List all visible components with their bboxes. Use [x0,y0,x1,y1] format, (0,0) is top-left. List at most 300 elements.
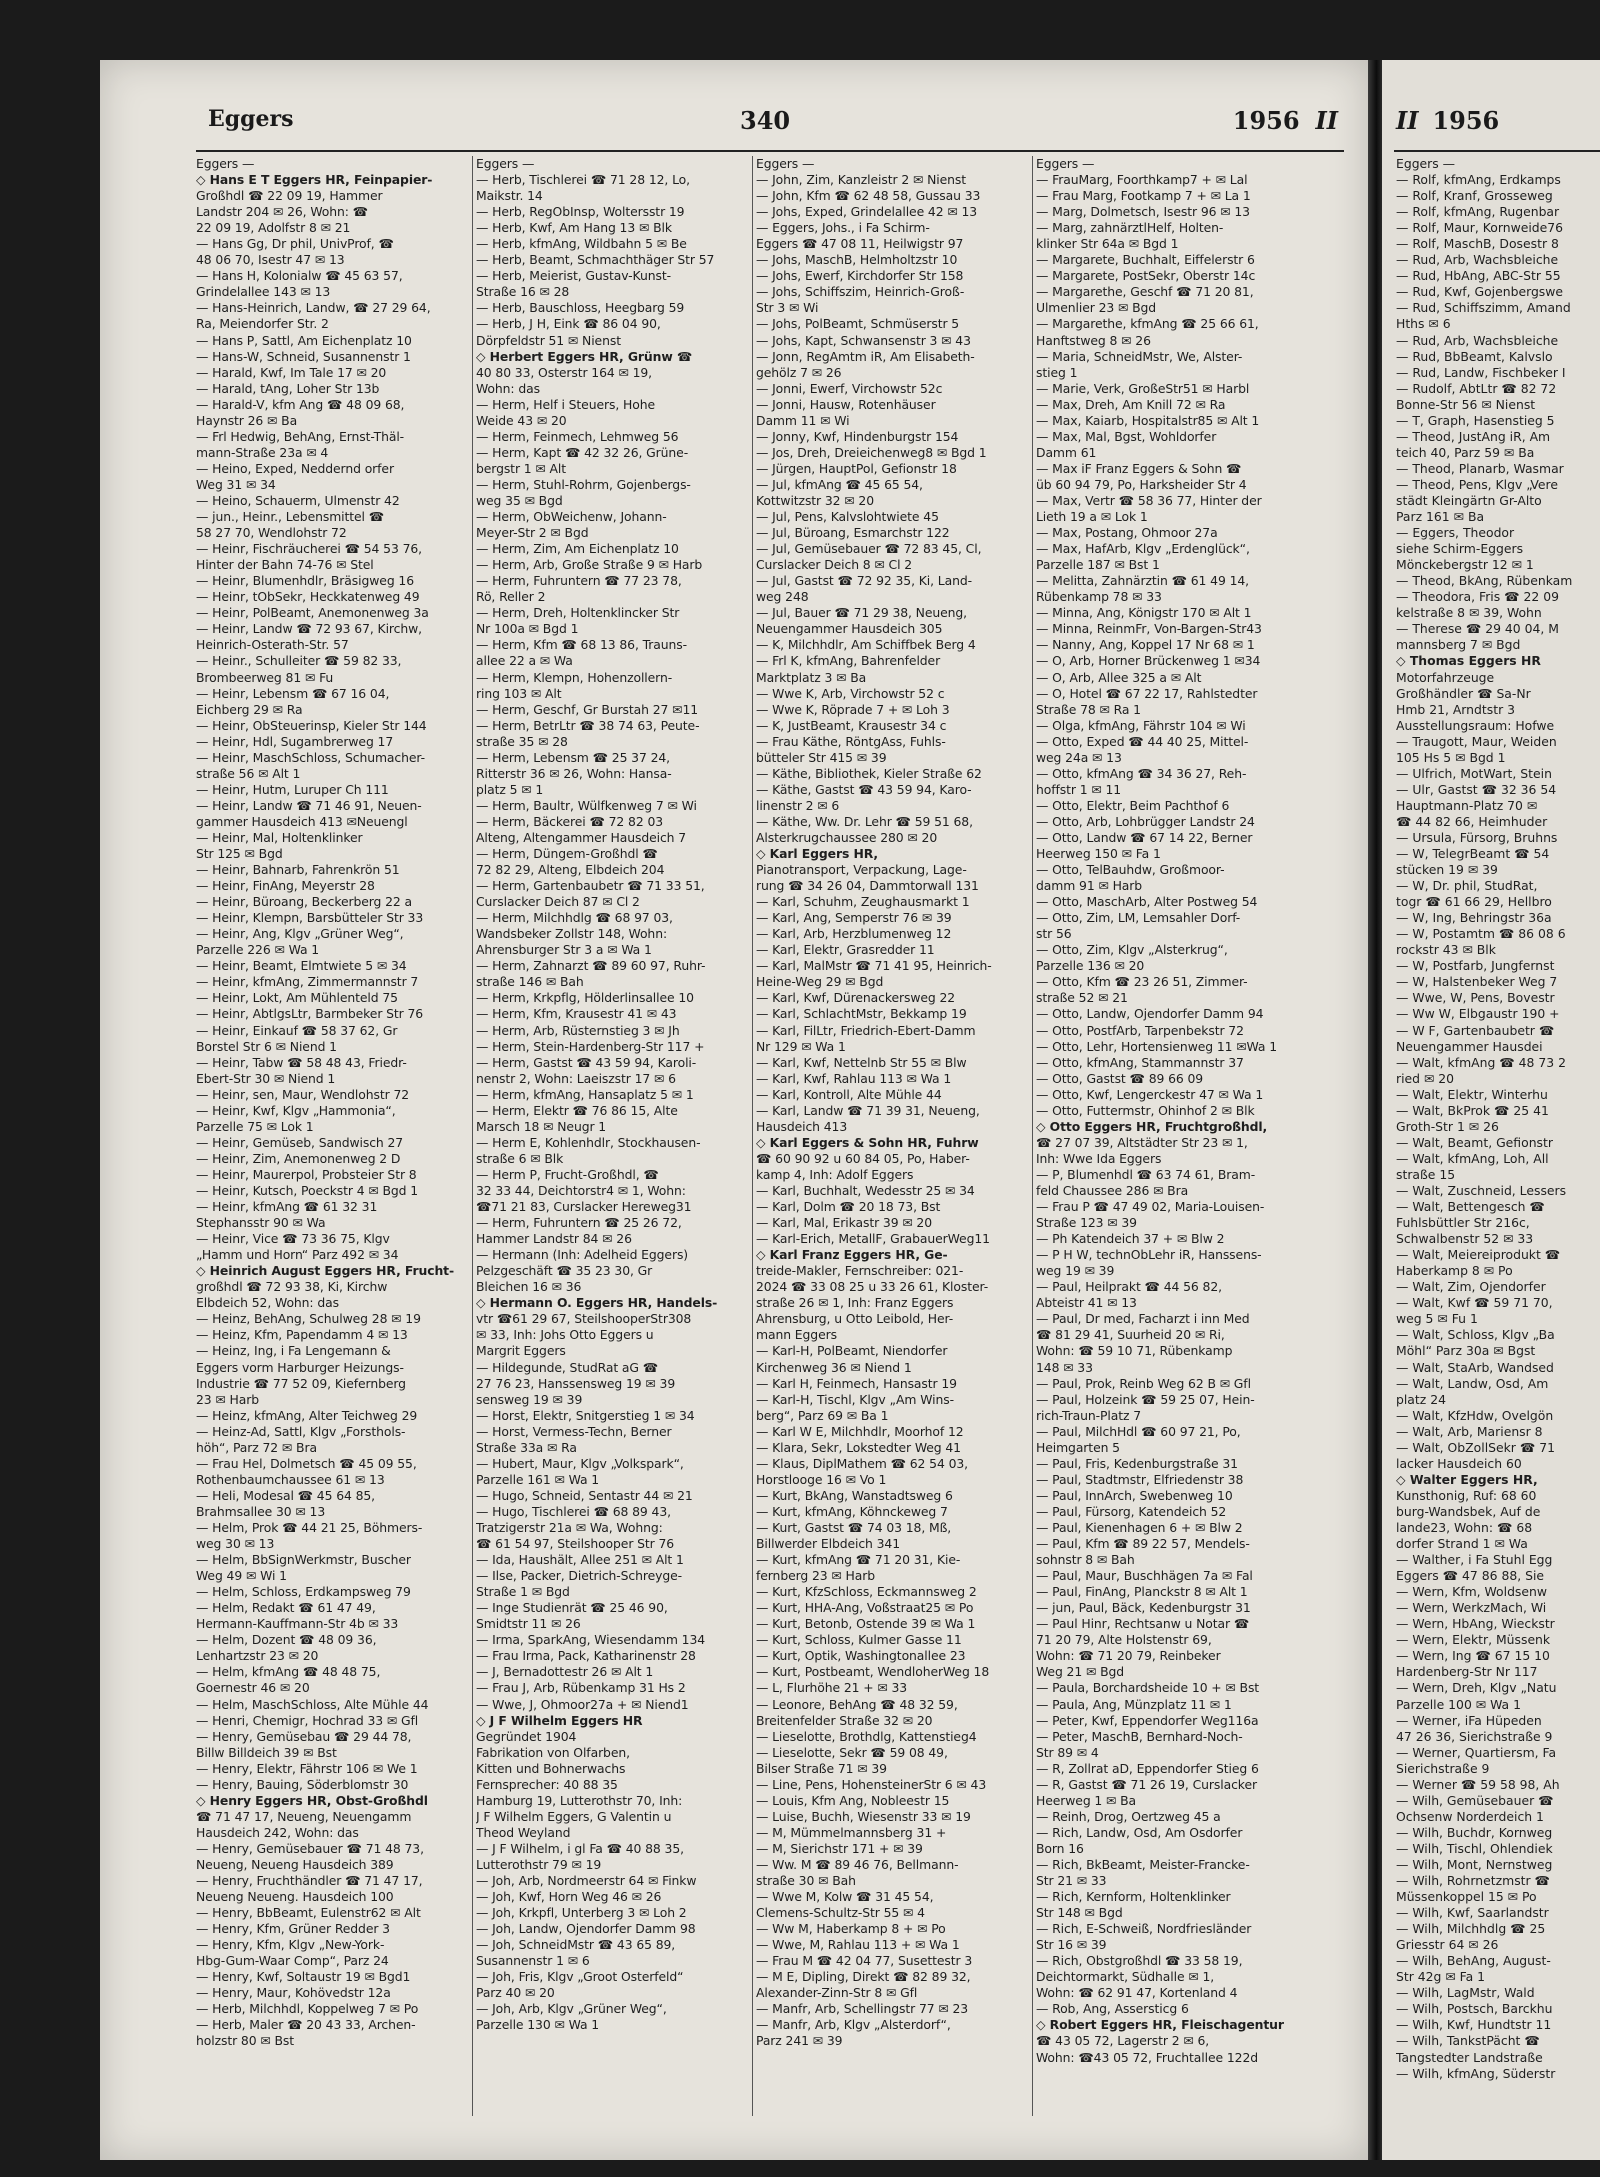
directory-entry-line: — Helm, Dozent ☎ 48 09 36, [196,1632,377,1648]
directory-entry-line: Susannenstr 1 ✉ 6 [476,1953,590,1969]
directory-entry-line: Str 89 ✉ 4 [1036,1744,1099,1760]
directory-entry-line: — Harald, tAng, Loher Str 13b [196,380,380,396]
directory-entry-line: — Ulr, Gastst ☎ 32 36 54 [1396,781,1557,797]
directory-entry-line: Parzelle 161 ✉ Wa 1 [476,1471,600,1487]
directory-entry-line: Parzelle 100 ✉ Wa 1 [1396,1696,1521,1712]
directory-entry-line: dorfer Strand 1 ✉ Wa [1396,1536,1528,1552]
directory-entry-line: Wandsbeker Zollstr 148, Wohn: [476,926,668,942]
directory-entry-line: — Walt, BkProk ☎ 25 41 [1396,1102,1549,1118]
directory-entry-line: — Paul Hinr, Rechtsanw u Notar ☎ [1036,1616,1250,1632]
directory-entry-line: — Heinr, Ang, Klgv „Grüner Weg“, [196,926,404,942]
directory-entry-line: Parz 241 ✉ 39 [756,2033,843,2049]
directory-entry-line: Rothenbaumchaussee 61 ✉ 13 [196,1471,385,1487]
directory-entry-line: — K, Milchhdlr, Am Schiffbek Berg 4 [756,637,976,653]
book-spine [1368,60,1382,2160]
directory-entry-line: — Hugo, Tischlerei ☎ 68 89 43, [476,1503,671,1519]
directory-entry-line: ☎ 81 29 41, Suurheid 20 ✉ Ri, [1036,1327,1225,1343]
directory-entry-line: — Heinr, tObSekr, Heckkatenweg 49 [196,589,420,605]
directory-entry-line: — Herm, Arb, Große Straße 9 ✉ Harb [476,557,703,573]
directory-entry-line: Großhändler ☎ Sa-Nr [1396,685,1531,701]
directory-entry-line: — Jul, Gemüsebauer ☎ 72 83 45, Cl, [756,541,982,557]
directory-entry-line: Fernsprecher: 40 88 35 [476,1776,618,1792]
directory-entry-line: „Hamm und Horn“ Parz 492 ✉ 34 [196,1247,399,1263]
directory-entry-line: — Karl, FilLtr, Friedrich-Ebert-Damm [756,1022,976,1038]
directory-entry-line: — Herb, Bauschloss, Heegbarg 59 [476,300,685,316]
directory-entry-line: straße 26 ✉ 1, Inh: Franz Eggers [756,1295,954,1311]
directory-entry-line: — Heinr, Gemüseb, Sandwisch 27 [196,1134,404,1150]
directory-entry-line: — Hans Gg, Dr phil, UnivProf, ☎ [196,236,394,252]
directory-entry-line: — Heinr, Kwf, Klgv „Hammonia“, [196,1102,396,1118]
directory-entry-line: straße 30 ✉ Bah [756,1873,856,1889]
directory-entry-line: Straße 1 ✉ Bgd [476,1584,570,1600]
directory-entry-line: — Heinr, MaschSchloss, Schumacher- [196,749,425,765]
directory-entry-line: — Rolf, Kranf, Grosseweg [1396,188,1553,204]
directory-entry-line: Borstel Str 6 ✉ Niend 1 [196,1038,337,1054]
directory-entry-line: — Kurt, Betonb, Ostende 39 ✉ Wa 1 [756,1616,976,1632]
directory-entry-line: — Paula, Ang, Münzplatz 11 ✉ 1 [1036,1696,1232,1712]
directory-entry-line: — John, Kfm ☎ 62 48 58, Gussau 33 [756,188,981,204]
directory-entry-line: — Wwe, M, Rahlau 113 + ✉ Wa 1 [756,1937,960,1953]
directory-entry-line: — Frau Käthe, RöntgAss, Fuhls- [756,733,946,749]
directory-entry-line: — Herm, Geschf, Gr Burstah 27 ✉11 [476,701,699,717]
right-year-label: 1956 [1432,106,1500,135]
directory-entry-line: — Hermann (Inh: Adelheid Eggers) [476,1247,689,1263]
directory-entry-line: Hammer Landstr 84 ✉ 26 [476,1231,632,1247]
directory-entry-line: — Paul, Holzeink ☎ 59 25 07, Hein- [1036,1391,1255,1407]
directory-entry-line: — Max, Kaiarb, Hospitalstr85 ✉ Alt 1 [1036,412,1260,428]
directory-entry-line: — Frau Irma, Pack, Katharinenstr 28 [476,1648,696,1664]
directory-entry-line: — Frau M ☎ 42 04 77, Susettestr 3 [756,1953,973,1969]
directory-entry-line: Parzelle 226 ✉ Wa 1 [196,942,320,958]
directory-entry-line: Alteng, Altengammer Hausdeich 7 [476,829,687,845]
directory-entry-line: — Herm, Arb, Rüsternstieg 3 ✉ Jh [476,1022,680,1038]
directory-entry-line: Heimgarten 5 [1036,1439,1120,1455]
directory-entry-line: 27 76 23, Hanssensweg 19 ✉ 39 [476,1375,676,1391]
directory-entry-line: kamp 4, Inh: Adolf Eggers [756,1166,914,1182]
directory-entry-line: — Herm, Bäckerei ☎ 72 82 03 [476,813,664,829]
directory-entry-line: — Rud, Schiffszimm, Amand [1396,300,1571,316]
directory-entry-line: damm 91 ✉ Harb [1036,878,1143,894]
running-head-name: Eggers [208,106,294,132]
right-header-rule [1394,150,1600,152]
directory-entry-line: — Theod, BkAng, Rübenkam [1396,573,1573,589]
directory-entry-line: Hbg-Gum-Waar Comp“, Parz 24 [196,1953,389,1969]
directory-entry-line: — Reinh, Drog, Oertzweg 45 a [1036,1808,1221,1824]
directory-entry-line: — Margarete, PostSekr, Oberstr 14c [1036,268,1256,284]
directory-entry-line: — Herb, RegObInsp, Woltersstr 19 [476,204,685,220]
directory-entry-line: — Manfr, Arb, Schellingstr 77 ✉ 23 [756,2001,969,2017]
directory-entry-line: ◇ Otto Eggers HR, Fruchtgroßhdl, [1036,1118,1268,1134]
directory-entry-line: — Henry, Elektr, Fährstr 106 ✉ We 1 [196,1760,418,1776]
directory-entry-line: hoffstr 1 ✉ 11 [1036,781,1122,797]
directory-entry-line: — Harald, Kwf, Im Tale 17 ✉ 20 [196,364,387,380]
directory-entry-line: — Heinz, BehAng, Schulweg 28 ✉ 19 [196,1311,421,1327]
directory-entry-line: großhdl ☎ 72 93 38, Ki, Kirchw [196,1279,388,1295]
directory-entry-line: — Paul, Heilprakt ☎ 44 56 82, [1036,1279,1222,1295]
directory-entry-line: — Paul, MilchHdl ☎ 60 97 21, Po, [1036,1423,1241,1439]
directory-entry-line: — Heinr, Einkauf ☎ 58 37 62, Gr [196,1022,398,1038]
directory-entry-line: Str 16 ✉ 39 [1036,1937,1107,1953]
directory-entry-line: Hths ✉ 6 [1396,316,1451,332]
directory-entry-line: — Herb, kfmAng, Wildbahn 5 ✉ Be [476,236,687,252]
directory-entry-line: — Heinr, PolBeamt, Anemonenweg 3a [196,605,429,621]
directory-entry-line: — O, Arb, Allee 325 a ✉ Alt [1036,669,1202,685]
directory-entry-line: — Johs, Schiffszim, Heinrich-Groß- [756,284,965,300]
directory-entry-line: — Herm, Kapt ☎ 42 32 26, Grüne- [476,444,689,460]
directory-entry-line: ☎ 60 90 92 u 60 84 05, Po, Haber- [756,1150,970,1166]
directory-entry-line: — Otto, Exped ☎ 44 40 25, Mittel- [1036,733,1249,749]
directory-entry-line: straße 56 ✉ Alt 1 [196,765,301,781]
directory-entry-line: Smidtstr 11 ✉ 26 [476,1616,581,1632]
directory-entry-line: — Walt, Kwf ☎ 59 71 70, [1396,1295,1553,1311]
directory-entry-line: weg 30 ✉ 13 [196,1536,275,1552]
directory-entry-line: J F Wilhelm Eggers, G Valentin u [476,1808,672,1824]
directory-entry-line: — Wern, Kfm, Woldsenw [1396,1584,1547,1600]
directory-entry-line: — Herm, ObWeichenw, Johann- [476,509,667,525]
directory-entry-line: — Heinr, Klempn, Barsbütteler Str 33 [196,910,424,926]
directory-entry-line: 105 Hs 5 ✉ Bgd 1 [1396,749,1506,765]
directory-entry-line: — Heinr, Tabw ☎ 58 48 43, Friedr- [196,1054,407,1070]
directory-entry-line: — Hugo, Schneid, Sentastr 44 ✉ 21 [476,1487,693,1503]
directory-entry-line: Wohn: ☎ 62 91 47, Kortenland 4 [1036,1985,1238,2001]
directory-entry-line: — Karl, Arb, Herzblumenweg 12 [756,926,952,942]
directory-entry-line: Maikstr. 14 [476,188,543,204]
directory-entry-line: — jun, Paul, Bäck, Kedenburgstr 31 [1036,1600,1251,1616]
directory-entry-line: — Karl-H, Tischl, Klgv „Am Wins- [756,1391,954,1407]
directory-entry-line: Neueng, Neueng Hausdeich 389 [196,1856,394,1872]
directory-entry-line: Hmb 21, Arndtstr 3 [1396,701,1515,717]
directory-entry-line: 22 09 19, Adolfstr 8 ✉ 21 [196,220,351,236]
directory-entry-line: — Herm, Stein-Hardenberg-Str 117 + [476,1038,705,1054]
directory-entry-line: — Heinr, Fischräucherei ☎ 54 53 76, [196,541,422,557]
directory-entry-line: — Karl, Mal, Erikastr 39 ✉ 20 [756,1215,933,1231]
directory-entry-line: — Jonni, Hausw, Rotenhäuser [756,396,936,412]
directory-entry-line: Eggers — [196,156,255,171]
directory-entry-line: Ulmenlier 23 ✉ Bgd [1036,300,1157,316]
directory-entry-line: straße 146 ✉ Bah [476,974,584,990]
directory-entry-line: Lenhartzstr 23 ✉ 20 [196,1648,319,1664]
directory-entry-line: — Jürgen, HauptPol, Gefionstr 18 [756,460,957,476]
directory-entry-line: Theod Weyland [476,1824,571,1840]
directory-entry-line: — Herm, Gartenbaubetr ☎ 71 33 51, [476,878,705,894]
directory-entry-line: — Wilh, BehAng, August- [1396,1953,1551,1969]
directory-entry-line: — Heinr, Blumenhdlr, Bräsigweg 16 [196,573,414,589]
directory-entry-line: — Lieselotte, Brothdlg, Kattenstieg4 [756,1728,977,1744]
directory-entry-line: Motorfahrzeuge [1396,669,1495,685]
directory-entry-line: — Henry, Maur, Kohövedstr 12a [196,1985,391,2001]
directory-entry-line: — Jonn, RegAmtm iR, Am Elisabeth- [756,348,975,364]
directory-entry-line: Mönckebergstr 12 ✉ 1 [1396,557,1534,573]
directory-entry-line: — Walt, KfzHdw, Ovelgön [1396,1407,1554,1423]
directory-entry-line: — Peter, MaschB, Bernhard-Noch- [1036,1728,1243,1744]
directory-entry-line: — Jul, Pens, Kalvslohtwiete 45 [756,509,939,525]
directory-entry-line: — Therese ☎ 29 40 04, M [1396,621,1559,637]
directory-entry-line: — Frau P ☎ 47 49 02, Maria-Louisen- [1036,1199,1265,1215]
directory-entry-line: — Rich, Kernform, Holtenklinker [1036,1889,1231,1905]
directory-entry-line: — W, Postfarb, Jungfernst [1396,958,1555,974]
directory-entry-line: — Otto, Elektr, Beim Pachthof 6 [1036,797,1230,813]
directory-entry-line: Sierichstraße 9 [1396,1760,1490,1776]
directory-entry-line: rich-Traun-Platz 7 [1036,1407,1142,1423]
directory-entry-line: Eggers — [476,156,535,171]
directory-entry-line: Ochsenw Norderdeich 1 [1396,1808,1544,1824]
directory-entry-line: 40 80 33, Osterstr 164 ✉ 19, [476,364,652,380]
directory-entry-line: — Paul, Kienenhagen 6 + ✉ Blw 2 [1036,1519,1243,1535]
directory-entry-line: — W, Ing, Behringstr 36a [1396,910,1552,926]
directory-entry-line: — Henry, Kfm, Klgv „New-York- [196,1937,385,1953]
directory-entry-line: Clemens-Schultz-Str 55 ✉ 4 [756,1905,925,1921]
directory-entry-line: — Karl, Dolm ☎ 20 18 73, Bst [756,1199,941,1215]
directory-entry-line: — Kurt, Postbeamt, WendloherWeg 18 [756,1664,990,1680]
directory-entry-line: — Luise, Buchh, Wiesenstr 33 ✉ 19 [756,1808,971,1824]
directory-entry-line: — Heinr, Büroang, Beckerberg 22 a [196,894,413,910]
directory-entry-line: — Margarethe, Geschf ☎ 71 20 81, [1036,284,1254,300]
directory-entry-line: mann-Straße 23a ✉ 4 [196,444,329,460]
directory-entry-line: Goernestr 46 ✉ 20 [196,1680,310,1696]
directory-entry-line: ring 103 ✉ Alt [476,685,562,701]
directory-entry-line: Pelzgeschäft ☎ 35 23 30, Gr [476,1263,653,1279]
directory-entry-line: — Hans-Heinrich, Landw, ☎ 27 29 64, [196,300,431,316]
directory-entry-line: — Joh, Kwf, Horn Weg 46 ✉ 26 [476,1889,662,1905]
directory-entry-line: Parzelle 75 ✉ Lok 1 [196,1118,314,1134]
directory-entry-line: — Marg, zahnärztlHelf, Holten- [1036,220,1224,236]
directory-entry-line: — Wern, Elektr, Müssenk [1396,1632,1551,1648]
directory-entry-line: Haynstr 26 ✉ Ba [196,412,298,428]
directory-entry-line: — Kurt, KfzSchloss, Eckmannsweg 2 [756,1584,977,1600]
directory-entry-line: — Henry, Kfm, Grüner Redder 3 [196,1921,390,1937]
directory-entry-line: Meyer-Str 2 ✉ Bgd [476,525,589,541]
directory-entry-line: — Paul, Dr med, Facharzt i inn Med [1036,1311,1250,1327]
directory-entry-line: Ahrensburger Str 3 a ✉ Wa 1 [476,942,652,958]
directory-entry-line: — Rud, Kwf, Gojenbergswe [1396,284,1564,300]
directory-entry-line: 72 82 29, Alteng, Elbdeich 204 [476,862,665,878]
directory-entry-line: Hinter der Bahn 74-76 ✉ Stel [196,557,374,573]
directory-entry-line: — Melitta, Zahnärztin ☎ 61 49 14, [1036,573,1249,589]
directory-entry-line: lande23, Wohn: ☎ 68 [1396,1519,1533,1535]
directory-entry-line: ☎ 44 82 66, Heimhuder [1396,813,1548,829]
directory-entry-line: — Herm, Milchhdlg ☎ 68 97 03, [476,910,673,926]
column-1 [196,156,468,2050]
directory-entry-line: Neuengammer Hausdeich 305 [756,621,943,637]
directory-entry-line: — Herm, Zahnarzt ☎ 89 60 97, Ruhr- [476,958,706,974]
directory-entry-line: — Harald-V, kfm Ang ☎ 48 09 68, [196,396,405,412]
directory-entry-line: — Rudolf, AbtLtr ☎ 82 72 [1396,380,1557,396]
directory-entry-line: 23 ✉ Harb [196,1391,259,1407]
directory-entry-line: Dörpfeldstr 51 ✉ Nienst [476,332,621,348]
directory-entry-line: ◇ Walter Eggers HR, [1396,1471,1538,1487]
directory-entry-line: — Heinr, Mal, Holtenklinker [196,829,363,845]
directory-entry-line: — Karl, SchlachtMstr, Bekkamp 19 [756,1006,967,1022]
directory-entry-line: — Frau J, Arb, Rübenkamp 31 Hs 2 [476,1680,686,1696]
directory-entry-line: — Otto, Kfm ☎ 23 26 51, Zimmer- [1036,974,1248,990]
directory-entry-line: — M, Sierichstr 171 + ✉ 39 [756,1840,923,1856]
directory-entry-line: Eggers — [1036,156,1095,171]
directory-entry-line: — Herm, Krkpflg, Hölderlinsallee 10 [476,990,694,1006]
directory-entry-line: — Frl K, kfmAng, Bahrenfelder [756,653,941,669]
directory-entry-line: — Herb, J H, Eink ☎ 86 04 90, [476,316,661,332]
directory-entry-line: — K, JustBeamt, Krausestr 34 c [756,717,947,733]
directory-entry-line: — Kurt, Schloss, Kulmer Gasse 11 [756,1632,962,1648]
directory-entry-line: — Heinr, Hdl, Sugambrerweg 17 [196,733,394,749]
directory-entry-line: ◇ Karl Eggers & Sohn HR, Fuhrw [756,1134,979,1150]
directory-entry-line: — Jul, Gastst ☎ 72 92 35, Ki, Land- [756,573,972,589]
directory-entry-line: Parzelle 187 ✉ Bst 1 [1036,557,1160,573]
directory-entry-line: ◇ Heinrich August Eggers HR, Frucht- [196,1263,455,1279]
directory-entry-line: — Otto, MaschArb, Alter Postweg 54 [1036,894,1258,910]
directory-entry-line: Hausdeich 413 [756,1118,848,1134]
directory-entry-line: straße 35 ✉ 28 [476,733,568,749]
directory-entry-line: — J, Bernadottestr 26 ✉ Alt 1 [476,1664,654,1680]
directory-entry-line: — Inge Studienrät ☎ 25 46 90, [476,1600,668,1616]
directory-entry-line: — W F, Gartenbaubetr ☎ [1396,1022,1555,1038]
directory-entry-line: 47 26 36, Sierichstraße 9 [1396,1728,1553,1744]
directory-entry-line: — Heino, Schauerm, Ulmenstr 42 [196,492,400,508]
directory-entry-line: 48 06 70, Isestr 47 ✉ 13 [196,252,345,268]
directory-entry-line: Heerweg 150 ✉ Fa 1 [1036,846,1161,862]
directory-entry-line: Inh: Wwe Ida Eggers [1036,1150,1162,1166]
directory-entry-line: Parz 40 ✉ 20 [476,1985,555,2001]
directory-entry-line: Weg 31 ✉ 34 [196,476,276,492]
directory-entry-line: Bleichen 16 ✉ 36 [476,1279,582,1295]
directory-entry-line: — Walt, Landw, Osd, Am [1396,1375,1549,1391]
directory-entry-line: stücken 19 ✉ 39 [1396,862,1498,878]
directory-entry-line: allee 22 a ✉ Wa [476,653,573,669]
directory-entry-line: — Horst, Vermess-Techn, Berner [476,1423,672,1439]
directory-entry-line: — Ilse, Packer, Dietrich-Schreyge- [476,1568,683,1584]
directory-entry-line: — Jonny, Kwf, Hindenburgstr 154 [756,428,959,444]
directory-entry-line: Damm 61 [1036,444,1097,460]
directory-entry-line: — Otto, Gastst ☎ 89 66 09 [1036,1070,1204,1086]
directory-entry-line: Großhdl ☎ 22 09 19, Hammer [196,188,383,204]
directory-entry-line: — Frau Hel, Dolmetsch ☎ 45 09 55, [196,1455,417,1471]
directory-entry-line: nenstr 2, Wohn: Laeiszstr 17 ✉ 6 [476,1070,676,1086]
directory-entry-line: — Herm, BetrLtr ☎ 38 74 63, Peute- [476,717,700,733]
directory-entry-line: — Herm, Zim, Am Eichenplatz 10 [476,541,679,557]
directory-entry-line: — Leonore, BehAng ☎ 48 32 59, [756,1696,958,1712]
directory-entry-line: — Herm, Fuhruntern ☎ 77 23 78, [476,573,682,589]
directory-entry-line: — Henry, Fruchthändler ☎ 71 47 17, [196,1873,423,1889]
directory-entry-line: — Otto, Arb, Lohbrügger Landstr 24 [1036,813,1255,829]
directory-entry-line: Tangstedter Landstraße [1396,2049,1543,2065]
directory-entry-line: siehe Schirm-Eggers [1396,541,1524,557]
directory-entry-line: Hamburg 19, Lutterothstr 70, Inh: [476,1792,683,1808]
directory-entry-line: — Henry, Gemüsebau ☎ 29 44 78, [196,1728,412,1744]
directory-entry-line: — Paul, Kfm ☎ 89 22 57, Mendels- [1036,1536,1250,1552]
directory-entry-line: 32 33 44, Deichtorstr4 ✉ 1, Wohn: [476,1183,686,1198]
directory-entry-line: — Rud, Arb, Wachsbleiche [1396,252,1559,268]
directory-entry-line: Rö, Reller 2 [476,589,546,605]
directory-entry-line: — FrauMarg, Foorthkamp7 + ✉ Lal [1036,172,1248,188]
directory-entry-line: Nr 129 ✉ Wa 1 [756,1038,846,1054]
directory-entry-line: — Karl, Buchhalt, Wedesstr 25 ✉ 34 [756,1183,975,1198]
directory-entry-line: — Herm, Gastst ☎ 43 59 94, Karoli- [476,1054,697,1070]
directory-entry-line: ✉ 33, Inh: Johs Otto Eggers u [476,1327,654,1343]
directory-entry-line: Möhl“ Parz 30a ✉ Bgst [1396,1343,1536,1359]
directory-entry-line: Eggers — [1396,156,1456,171]
directory-entry-line: Eggers ☎ 47 08 11, Heilwigstr 97 [756,236,964,252]
directory-entry-line: — Manfr, Arb, Klgv „Alsterdorf“, [756,2017,951,2033]
directory-entry-line: üb 60 94 79, Po, Harksheider Str 4 [1036,476,1247,492]
directory-entry-line: — Walt, Beamt, Gefionstr [1396,1134,1553,1150]
directory-entry-line: — Heinr, Bahnarb, Fahrenkrön 51 [196,862,400,878]
directory-entry-line: sohnstr 8 ✉ Bah [1036,1552,1135,1568]
directory-entry-line: — Wern, Dreh, Klgv „Natu [1396,1680,1557,1696]
directory-entry-line: — Otto, Landw, Ojendorfer Damm 94 [1036,1006,1264,1022]
directory-entry-line: Billwerder Elbdeich 341 [756,1536,901,1552]
directory-entry-line: Lieth 19 a ✉ Lok 1 [1036,509,1148,525]
directory-entry-line: — Max, Dreh, Am Knill 72 ✉ Ra [1036,396,1226,412]
page-number: 340 [740,106,791,135]
directory-entry-line: str 56 [1036,926,1072,942]
directory-entry-line: — Wilh, Postsch, Barckhu [1396,2001,1553,2017]
directory-entry-line: Damm 11 ✉ Wi [756,412,850,428]
directory-entry-line: Margrit Eggers [476,1343,566,1359]
directory-entry-line: — Helm, kfmAng ☎ 48 48 75, [196,1664,381,1680]
directory-entry-line: ☎ 43 05 72, Lagerstr 2 ✉ 6, [1036,2033,1210,2049]
directory-entry-line: — Otto, Kwf, Lengerckestr 47 ✉ Wa 1 [1036,1086,1264,1102]
directory-entry-line: — Herm, Klempn, Hohenzollern- [476,669,673,685]
directory-entry-line: — Walt, Zim, Ojendorfer [1396,1279,1546,1295]
directory-entry-line: — Walt, StaArb, Wandsed [1396,1359,1554,1375]
directory-entry-line: linenstr 2 ✉ 6 [756,797,840,813]
directory-entry-line: — Kurt, kfmAng, Köhnckeweg 7 [756,1503,948,1519]
directory-entry-line: — Max, Vertr ☎ 58 36 77, Hinter der [1036,492,1262,508]
directory-entry-line: — Kurt, Optik, Washingtonallee 23 [756,1648,966,1664]
directory-entry-line: Horstlooge 16 ✉ Vo 1 [756,1471,887,1487]
directory-entry-line: — Karl-Erich, MetallF, GrabauerWeg11 [756,1231,990,1247]
directory-entry-line: Str 125 ✉ Bgd [196,846,283,862]
directory-entry-line: — Herm, Stuhl-Rohrm, Gojenbergs- [476,476,691,492]
directory-entry-line: — Heinr, Maurerpol, Probsteier Str 8 [196,1166,417,1182]
directory-entry-line: ◇ Thomas Eggers HR [1396,653,1541,669]
directory-entry-line: ☎ 27 07 39, Altstädter Str 23 ✉ 1, [1036,1134,1248,1150]
directory-entry-line: — Helm, Schloss, Erdkampsweg 79 [196,1584,411,1600]
directory-entry-line: Kirchenweg 36 ✉ Niend 1 [756,1359,912,1375]
directory-entry-line: — Otto, kfmAng, Stammannstr 37 [1036,1054,1244,1070]
directory-entry-line: — Wwe, J, Ohmoor27a + ✉ Niend1 [476,1696,689,1712]
directory-entry-line: weg 35 ✉ Bgd [476,492,563,508]
directory-entry-line: — W, TelegrBeamt ☎ 54 [1396,846,1550,862]
directory-entry-line: — Nanny, Ang, Koppel 17 Nr 68 ✉ 1 [1036,637,1255,653]
directory-entry-line: — Wwe K, Arb, Virchowstr 52 c [756,685,945,701]
directory-entry-line: — Wilh, kfmAng, Süderstr [1396,2065,1556,2081]
directory-entry-line: Lutterothstr 79 ✉ 19 [476,1856,602,1872]
directory-entry-line: — Heinz-Ad, Sattl, Klgv „Forsthols- [196,1423,406,1439]
directory-entry-line: — Karl, Kwf, Dürenackersweg 22 [756,990,956,1006]
directory-entry-line: — Herm, Kfm, Krausestr 41 ✉ 43 [476,1006,677,1022]
directory-entry-line: Curslacker Deich 8 ✉ Cl 2 [756,557,913,573]
directory-entry-line: Straße 123 ✉ 39 [1036,1215,1137,1231]
directory-entry-line: Grindelallee 143 ✉ 13 [196,284,331,300]
directory-entry-line: weg 19 ✉ 39 [1036,1263,1115,1279]
directory-entry-line: 148 ✉ 33 [1036,1359,1093,1375]
directory-entry-line: Schwalbenstr 52 ✉ 33 [1396,1231,1534,1247]
directory-entry-line: — Walt, Schloss, Klgv „Ba [1396,1327,1555,1343]
directory-entry-line: platz 5 ✉ 1 [476,781,544,797]
directory-entry-line: — Helm, Redakt ☎ 61 47 49, [196,1600,376,1616]
directory-entry-line: — Walt, Meiereiprodukt ☎ [1396,1247,1561,1263]
directory-entry-line: — Johs, Exped, Grindelallee 42 ✉ 13 [756,204,978,220]
directory-entry-line: — Herb, Milchhdl, Koppelweg 7 ✉ Po [196,2001,419,2017]
column-divider [472,156,473,2116]
directory-entry-line: städt Kleingärtn Gr-Alto [1396,492,1542,508]
directory-entry-line: Eggers — [756,156,815,171]
directory-entry-line: Stephansstr 90 ✉ Wa [196,1215,326,1231]
directory-entry-line: — Olga, kfmAng, Fährstr 104 ✉ Wi [1036,717,1246,733]
directory-entry-line: — Rich, BkBeamt, Meister-Francke- [1036,1856,1250,1872]
directory-entry-line: — Johs, MaschB, Helmholtzstr 10 [756,252,958,268]
directory-entry-line: — Werner, Quartiersm, Fa [1396,1744,1557,1760]
